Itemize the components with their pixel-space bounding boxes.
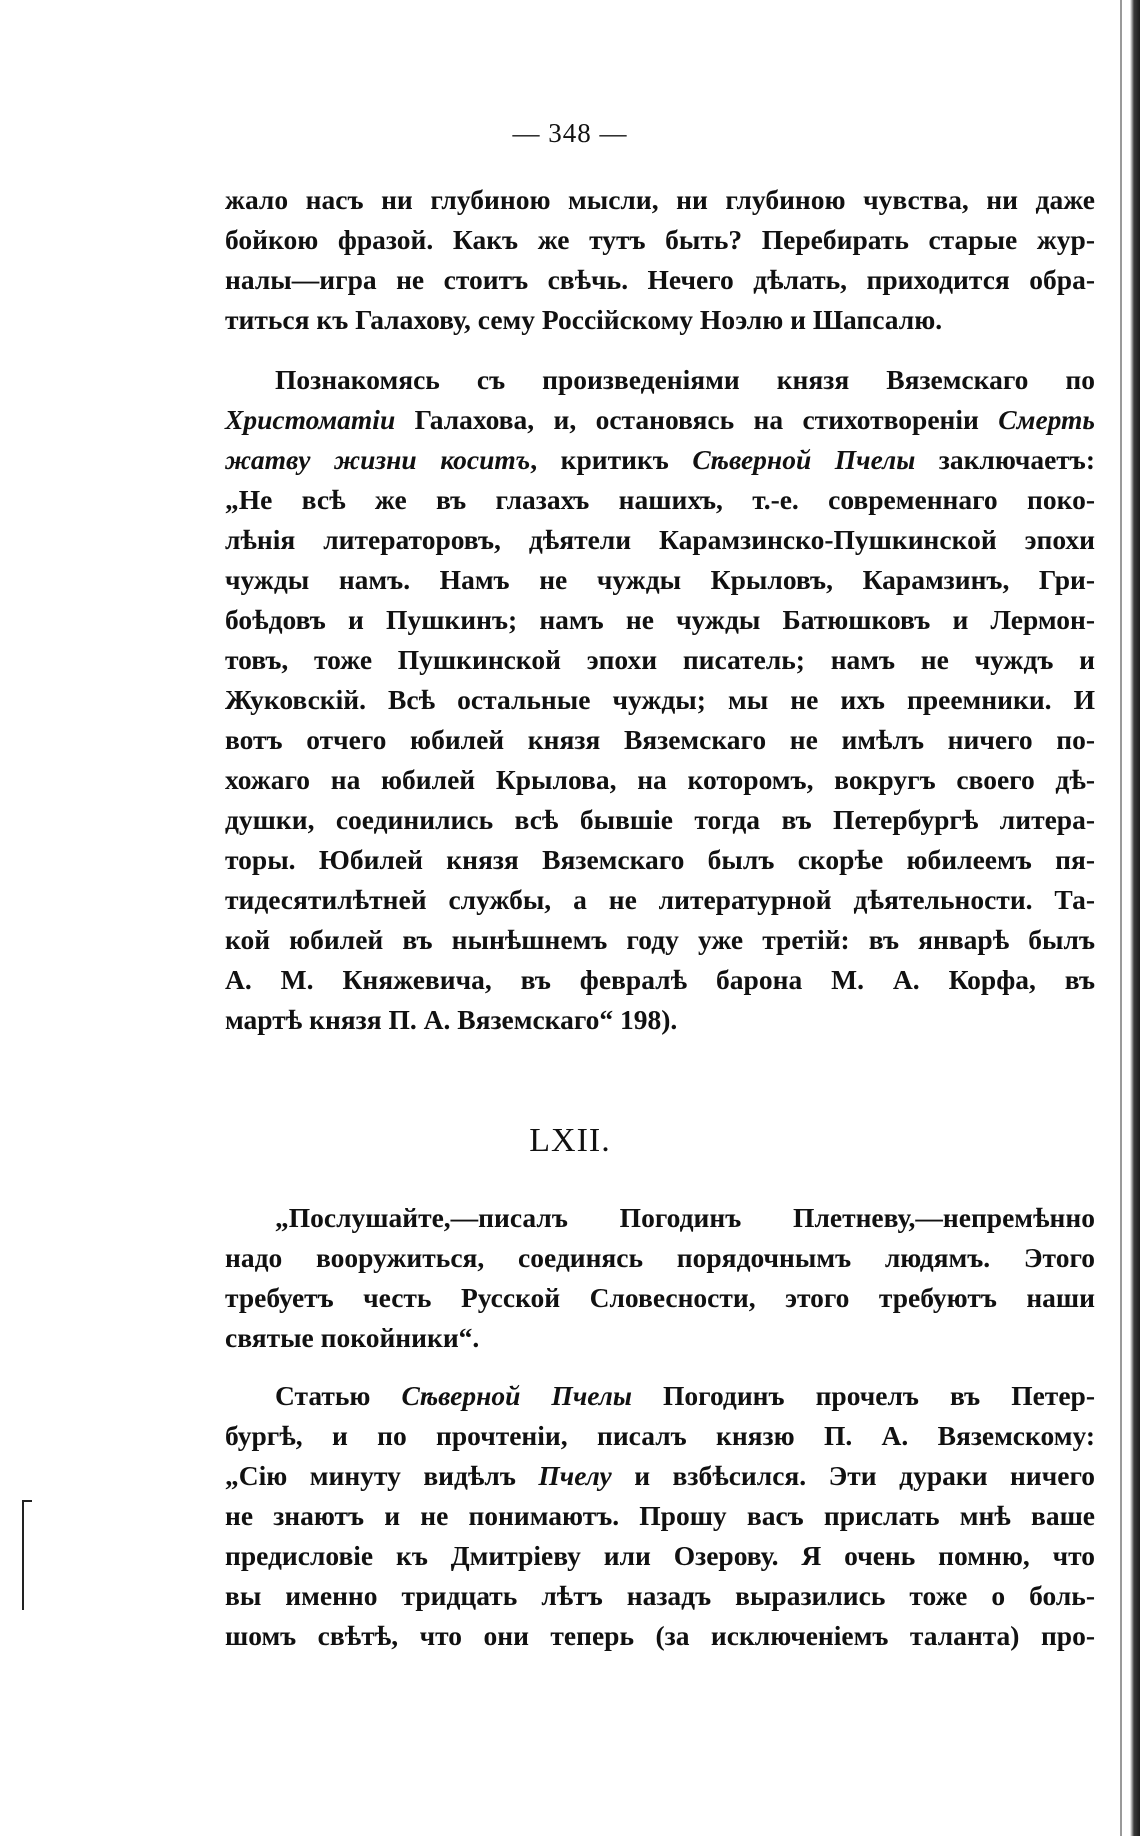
text-line-italic: „Сію минуту видѣлъ Пчелу и взбѣсился. Эти дураки ничего: [225, 1460, 1096, 1491]
text-line-italic: Христоматіи Галахова, и, остановясь на стихотвореніи Смерть: [225, 404, 1095, 435]
text-line: „Послушайте,—писалъ Погодинъ Плетневу,—непремѣнно: [275, 1202, 1095, 1233]
text-line: шомъ свѣтѣ, что они теперь (за исключеніемъ таланта) про-: [225, 1620, 1095, 1651]
text-line: тидесятилѣтней службы, а не литературной дѣятельности. Та-: [225, 884, 1095, 915]
text-line: торы. Юбилей князя Вяземскаго былъ скорѣе юбилеемъ пя-: [225, 844, 1095, 875]
italic-fragment: Смерть: [998, 404, 1095, 435]
text-line: Жуковскій. Всѣ остальные чужды; мы не ихъ преемники. И: [225, 684, 1095, 715]
text-line: хожаго на юбилей Крылова, на которомъ, вокругъ своего дѣ-: [225, 764, 1095, 795]
text-line: титься къ Галахову, сему Россійскому Ноэлю и Шапсалю.: [225, 304, 943, 335]
text-line: вотъ отчего юбилей князя Вяземскаго не имѣлъ ничего по-: [225, 724, 1095, 755]
italic-fragment: Сѣверной Пчелы: [692, 444, 916, 475]
text-line: налы—игра не стоитъ свѣчь. Нечего дѣлать, приходится обра-: [225, 264, 1095, 295]
text-line: требуетъ честь Русской Словесности, этого требуютъ наши: [225, 1282, 1095, 1313]
italic-fragment: жатву жизни коситъ: [225, 444, 531, 475]
text-line: боѣдовъ и Пушкинъ; намъ не чужды Батюшковъ и Лермон-: [225, 604, 1095, 635]
text-line: „Не всѣ же въ глазахъ нашихъ, т.-е. современнаго поко-: [225, 484, 1095, 515]
text-line-italic: Статью Сѣверной Пчелы Погодинъ прочелъ въ Петер-: [275, 1380, 1095, 1411]
text-line: не знаютъ и не понимаютъ. Прошу васъ прислать мнѣ ваше: [225, 1500, 1095, 1531]
text-line: бургѣ, и по прочтеніи, писалъ князю П. А. Вяземскому:: [225, 1420, 1095, 1451]
text-line: жало насъ ни глубиною мысли, ни глубиною чувства, ни даже: [225, 184, 1095, 215]
text-line: душки, соединились всѣ бывшіе тогда въ Петербургѣ литера-: [225, 804, 1095, 835]
chapter-heading: LXII.: [529, 1122, 611, 1159]
text-line: кой юбилей въ нынѣшнемъ году уже третій: въ январѣ былъ: [225, 924, 1095, 955]
text-line-italic: жатву жизни коситъ, критикъ Сѣверной Пчелы заключаетъ:: [225, 444, 1095, 475]
paragraph-continuation: [225, 180, 1095, 340]
text-line: вы именно тридцать лѣтъ назадъ выразились тоже о боль-: [225, 1580, 1095, 1611]
margin-mark: [22, 1500, 24, 1610]
margin-mark-tick: [22, 1500, 32, 1502]
text-line: товъ, тоже Пушкинской эпохи писатель; намъ не чуждъ и: [225, 644, 1095, 675]
text-line: надо вооружиться, соединясь порядочнымъ людямъ. Этого: [225, 1242, 1095, 1273]
page-number: — 348 —: [512, 118, 628, 148]
text-line: Познакомясь съ произведеніями князя Вяземскаго по: [275, 364, 1095, 395]
italic-fragment: Сѣверной Пчелы: [401, 1380, 632, 1411]
paragraph-critique: [225, 360, 1095, 1040]
italic-fragment: Христоматіи: [225, 404, 396, 435]
italic-fragment: Пчелу: [538, 1460, 612, 1491]
text-line: чужды намъ. Намъ не чужды Крыловъ, Карамзинъ, Гри-: [225, 564, 1095, 595]
text-line: предисловіе къ Дмитріеву или Озерову. Я очень помню, что: [225, 1540, 1095, 1571]
paragraph-pogodin: [225, 1376, 1095, 1656]
page-edge-line: [1120, 0, 1122, 1836]
text-line: А. М. Княжевича, въ февралѣ барона М. А. Корфа, въ: [225, 964, 1095, 995]
page-edge: [1130, 0, 1140, 1836]
text-line: лѣнія литераторовъ, дѣятели Карамзинско-Пушкинской эпохи: [225, 524, 1095, 555]
text-line: бойкою фразой. Какъ же тутъ быть? Перебирать старые жур-: [225, 224, 1095, 255]
text-line: мартѣ князя П. А. Вяземскаго“ 198).: [225, 1004, 678, 1035]
paragraph-quote: [225, 1198, 1095, 1358]
text-line: святые покойники“.: [225, 1322, 480, 1353]
